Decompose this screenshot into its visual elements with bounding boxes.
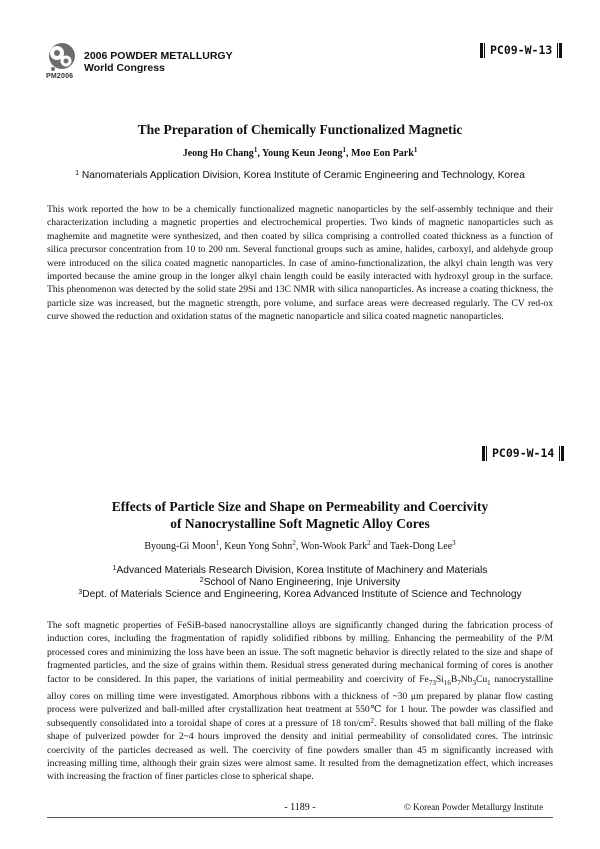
abstract-text: This work reported the how to be a chemically functionalized magnetic nanoparticles by the self-assembly technique and their characterization including a magnetic properties and electrochemical properties. Two kinds of magnetic nanoparticles such as maghemite and magnetite were synthesized, and then coated by silica comprising a controlled coated thickness as a function of silica precursor concentration from 10 to 200 nm. Several functional groups such as amine, halides, carboxyl, and aldehyde group were introduced on the silica coated magnetic nanoparticles. In case of amino-functionalization, the alkyl chain length was very imported because the amine group in the longer alkyl chain length could be easily interacted with hydroxyl group in the surface. This phenomenon was detected by the solid state 29Si and 13C NMR with silica nanoparticles. As increase a coating thickness, the particle size was increased, but the magnetic strength, pore volume, and surface areas were decreased regularly. The CV red-ox curve showed the reduction and oxidation status of the magnetic nanoparticle and silica coated magnetic nanoparticles. (47, 204, 553, 323)
logo-year-text: PM2006 (46, 73, 74, 80)
author-name: Moo Eon Park (351, 148, 414, 159)
affiliation-line (0, 170, 600, 182)
abstract-part: The soft magnetic properties of FeSiB-based nanocrystalline alloys are significantly changed during the fabrication process of induction cores, including the fragmentation of rapidly solidified ribbons by milling. Enhancing the permeability of the P/M processed cores and minimizing the loss have been an issue. The soft magnetic behavior is directly related to the size and shape of fragmented particles, and the size of grains within them. Residual stress generated during mechanical forming of cores is another factor to be considered. In this paper, the variations of initial permeability and coercivity of (47, 620, 553, 685)
element-subscript: 73 (428, 678, 436, 687)
author-name: Young Keun Jeong (261, 148, 343, 159)
affiliation-text: Advanced Materials Research Division, Korea Institute of Machinery and Materials (116, 565, 488, 576)
author-affiliation-mark: 1 (413, 146, 418, 154)
paper-title-line-2: of Nanocrystalline Soft Magnetic Alloy Cores (170, 516, 430, 531)
affiliation-number: 2 (199, 577, 204, 584)
abstract-part: nanocrystalline alloy cores on milling time were investigated. Amorphous ribbons with a thickness of ~30 μm prepared by planar flow casting process were pulverized and ball-milled after crystallization heat treatment at 550℃ for 1 hour. The powder was classified and subsequently consolidated into a toroidal shape of cores at a pressure of 18 ton/cm (47, 673, 553, 729)
affiliation-line (0, 589, 600, 601)
element-symbol: B (450, 673, 458, 685)
element-subscript: 7 (457, 678, 461, 687)
element-symbol: Fe (419, 673, 429, 685)
paper-code: PC09-W-13 (490, 43, 553, 57)
unit-exponent: 2 (370, 716, 374, 725)
element-symbol: Nb (460, 673, 473, 685)
author-affiliation-mark: 1 (253, 146, 258, 154)
tag-bar-left (482, 446, 485, 461)
element-subscript: 3 (472, 678, 476, 687)
paper-code: PC09-W-14 (492, 446, 555, 460)
author-affiliation-mark: 1 (215, 539, 220, 547)
element-subscript: 1 (487, 678, 491, 687)
affiliation-number: 3 (78, 589, 83, 596)
paper-code-tag (482, 444, 564, 462)
tag-bar-left-thin (484, 43, 485, 58)
author-affiliation-mark: 3 (452, 539, 456, 547)
affiliation-number: 1 (75, 170, 80, 177)
element-subscript: 16 (443, 678, 451, 687)
page-number: - 1189 - (284, 802, 316, 813)
affiliation-line (0, 565, 600, 577)
tag-bar-left (480, 43, 483, 58)
paper-title-line-1: Effects of Particle Size and Shape on Permeability and Coercivity (111, 499, 489, 514)
tag-bar-right-thin (557, 43, 558, 58)
footer-divider (47, 817, 553, 818)
affiliation-text: Dept. of Materials Science and Engineering, Korea Advanced Institute of Science and Technology (82, 589, 522, 600)
author-name: Keun Yong Sohn (224, 541, 293, 552)
tag-bar-right (559, 43, 562, 58)
paper-code-tag (480, 41, 562, 59)
element-symbol: Si (435, 673, 444, 685)
tag-bar-right (561, 446, 564, 461)
element-symbol: Cu (475, 673, 488, 685)
abstract-part: . Results showed that ball milling of the flake shape of pulverized powder for 2~4 hours improved the density and initial permeability of consolidated cores. The intrinsic coercivity of the particles decreased as well. The coercivity of fine powders smaller than 45 m significantly increased with increasing milling time, although their grain sizes were almost same. It resulted from the demagnetization effect, which increases with increasing the fraction of finer particles close to spherical shape. (47, 717, 553, 783)
author-name: Taek-Dong Lee (389, 541, 453, 552)
author-affiliation-mark: 2 (292, 539, 296, 547)
author-list: Jeong Ho Chang$^1$, Young Keun Jeong$^1$, Moo Eon Park$^1$ (182, 146, 418, 159)
author-name: Byoung-Gi Moon (144, 541, 216, 552)
author-affiliation-mark: 1 (342, 146, 347, 154)
affiliation-line (0, 577, 600, 589)
conference-title: 2006 POWDER METALLURGY (84, 50, 233, 62)
conference-subtitle: World Congress (84, 62, 165, 74)
author-name: Won-Wook Park (300, 541, 368, 552)
affiliation-text: Nanomaterials Application Division, Korea Institute of Ceramic Engineering and Technology, Korea (81, 170, 525, 181)
abstract-text (47, 619, 553, 784)
copyright-notice: © Korean Powder Metallurgy Institute (404, 802, 544, 812)
author-list: Byoung-Gi Moon$^1$, Keun Yong Sohn$^2$, Won-Wook Park$^2$ and Taek-Dong Lee$^3$ (144, 539, 456, 552)
affiliation-text: School of Nano Engineering, Inje University (203, 577, 401, 588)
author-affiliation-mark: 2 (367, 539, 371, 547)
pm2006-logo-icon (46, 42, 76, 74)
tag-bar-right-thin (559, 446, 560, 461)
author-name: Jeong Ho Chang (182, 148, 254, 159)
affiliation-number: 1 (112, 565, 117, 572)
tag-bar-left-thin (486, 446, 487, 461)
alloy-formula (419, 674, 490, 685)
paper-title: The Preparation of Chemically Functionalized Magnetic (137, 122, 463, 137)
